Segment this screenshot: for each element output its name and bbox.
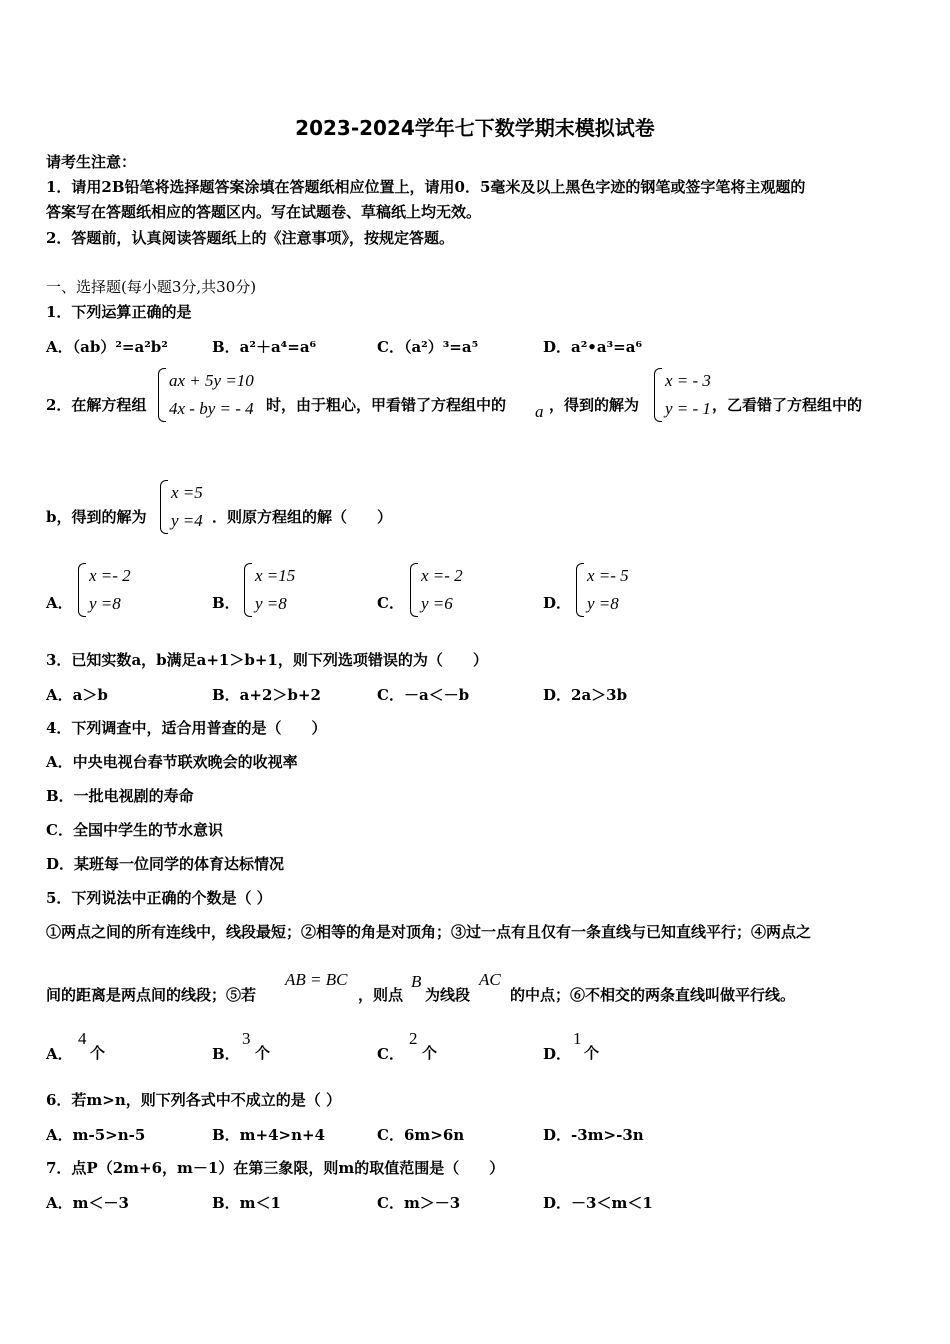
- q5-point-b: B: [411, 972, 422, 991]
- q2-solution-2-row-2: y =4: [171, 511, 203, 530]
- q7-option-d: D．－3＜m＜1: [543, 1194, 653, 1212]
- q5-option-b-number: 3: [242, 1029, 251, 1048]
- q2-option-d-row-1: x =- 5: [587, 566, 629, 585]
- q4-option-b: B．一批电视剧的寿命: [46, 787, 194, 805]
- q3-option-b: B．a+2＞b+2: [212, 686, 321, 704]
- q1-option-b: B．a²＋a⁴=a⁶: [212, 338, 317, 356]
- q2-option-a-row-1: x =- 2: [89, 566, 131, 585]
- q5-segment-ac: AC: [479, 970, 501, 989]
- q5-option-c-unit: 个: [422, 1044, 438, 1062]
- q2-system-row-2: 4x - by = - 4: [169, 399, 254, 418]
- q2-option-d: [576, 563, 629, 617]
- q5-option-a-unit: 个: [90, 1044, 106, 1062]
- brace-icon: [654, 368, 662, 422]
- q2-var-a: a: [535, 402, 544, 421]
- q4-option-c: C．全国中学生的节水意识: [46, 821, 223, 839]
- q5-line-2d: 的中点；⑥不相交的两条直线叫做平行线。: [510, 986, 796, 1004]
- q5-option-d-number: 1: [573, 1029, 582, 1048]
- notice-line-1a: 1．请用2B铅笔将选择题答案涂填在答题纸相应位置上，请用0．5毫米及以上黑色字迹的钢笔或签字笔将主观题的: [46, 178, 806, 196]
- section-heading: 一、选择题(每小题3分,共30分): [46, 278, 257, 296]
- q5-line-1: ①两点之间的所有连线中，线段最短；②相等的角是对顶角；③过一点有且仅有一条直线与已知直线平行；④两点之: [46, 923, 812, 941]
- brace-icon: [410, 563, 418, 617]
- q1-option-d: D．a²•a³=a⁶: [543, 338, 643, 356]
- q2-option-b-label: B．: [212, 594, 240, 612]
- q6-stem: 6．若m>n，则下列各式中不成立的是（ ）: [46, 1091, 342, 1109]
- notice-line-2: 2．答题前，认真阅读答题纸上的《注意事项》，按规定答题。: [46, 229, 454, 247]
- q2-line2-prefix: b，得到的解为: [46, 508, 147, 526]
- q4-stem: 4．下列调查中，适合用普查的是（ ）: [46, 719, 327, 737]
- q5-equation: AB = BC: [285, 970, 348, 989]
- page-title: 2023-2024学年七下数学期末模拟试卷: [295, 116, 655, 140]
- q5-option-d-label: D．: [543, 1045, 572, 1063]
- q1-option-a: A．（ab）²=a²b²: [46, 338, 168, 356]
- q2-solution-2: [160, 480, 203, 534]
- q2-mid-text-2: ，得到的解为: [549, 396, 640, 414]
- brace-icon: [576, 563, 584, 617]
- q2-option-b-row-1: x =15: [255, 566, 296, 585]
- q3-option-c: C．－a＜－b: [377, 686, 470, 704]
- q6-option-c: C．6m>6n: [377, 1126, 465, 1144]
- q3-option-a: A．a＞b: [46, 686, 108, 704]
- q2-line2-suffix: ．则原方程组的解（ ）: [212, 508, 393, 526]
- q2-option-c-row-1: x =- 2: [421, 566, 463, 585]
- q5-option-b-unit: 个: [255, 1044, 271, 1062]
- q6-option-b: B．m+4>n+4: [212, 1126, 326, 1144]
- notice-line-1b: 答案写在答题纸相应的答题区内。写在试题卷、草稿纸上均无效。: [46, 203, 482, 221]
- brace-icon: [244, 563, 252, 617]
- q2-mid-text-1: 时，由于粗心，甲看错了方程组中的: [266, 396, 507, 414]
- q1-option-c: C．（a²）³=a⁵: [377, 338, 479, 356]
- q7-option-c: C．m＞－3: [377, 1194, 461, 1212]
- q2-solution-1-row-1: x = - 3: [665, 371, 711, 390]
- q2-option-a: [78, 563, 131, 617]
- q2-option-c-row-2: y =6: [421, 594, 453, 613]
- q6-option-a: A．m-5>n-5: [46, 1126, 146, 1144]
- q2-solution-2-row-1: x =5: [171, 483, 203, 502]
- q2-system-row-1: ax + 5y =10: [169, 371, 254, 390]
- q5-option-a-number: 4: [78, 1029, 87, 1048]
- brace-icon: [78, 563, 86, 617]
- q5-option-c-number: 2: [409, 1029, 418, 1048]
- q7-option-b: B．m＜1: [212, 1194, 281, 1212]
- q5-option-b-label: B．: [212, 1045, 240, 1063]
- brace-icon: [160, 480, 168, 534]
- q5-option-c-label: C．: [377, 1045, 404, 1063]
- q3-option-d: D．2a＞3b: [543, 686, 628, 704]
- notice-heading: 请考生注意：: [46, 153, 137, 171]
- q2-option-d-row-2: y =8: [587, 594, 619, 613]
- q2-solution-1-row-2: y = - 1: [665, 399, 711, 418]
- q2-option-b-row-2: y =8: [255, 594, 287, 613]
- q5-option-a-label: A．: [46, 1045, 73, 1063]
- q7-stem: 7．点P（2m+6，m－1）在第三象限，则m的取值范围是（ ）: [46, 1159, 505, 1177]
- q2-equation-system: [158, 368, 254, 422]
- q1-stem: 1．下列运算正确的是: [46, 303, 192, 321]
- q2-option-a-row-2: y =8: [89, 594, 121, 613]
- brace-icon: [158, 368, 166, 422]
- q4-option-d: D．某班每一位同学的体育达标情况: [46, 855, 285, 873]
- q2-mid-text-3: ，乙看错了方程组中的: [712, 396, 863, 414]
- q7-option-a: A．m＜－3: [46, 1194, 129, 1212]
- q2-prefix: 2．在解方程组: [46, 396, 147, 414]
- q4-option-a: A．中央电视台春节联欢晚会的收视率: [46, 753, 298, 771]
- q5-option-d-unit: 个: [584, 1044, 600, 1062]
- q6-option-d: D．-3m>-3n: [543, 1126, 644, 1144]
- q2-option-a-label: A．: [46, 594, 73, 612]
- q5-line-2b: ，则点: [358, 986, 404, 1004]
- q5-line-2a: 间的距离是两点间的线段；⑤若: [46, 986, 257, 1004]
- q5-line-2c: 为线段: [425, 986, 471, 1004]
- q2-option-c-label: C．: [377, 594, 404, 612]
- q2-solution-1: [654, 368, 711, 422]
- q2-option-c: [410, 563, 463, 617]
- q2-option-b: [244, 563, 295, 617]
- q2-option-d-label: D．: [543, 594, 572, 612]
- q3-stem: 3．已知实数a，b满足a+1＞b+1，则下列选项错误的为（ ）: [46, 651, 488, 669]
- q5-stem: 5．下列说法中正确的个数是（ ）: [46, 889, 272, 907]
